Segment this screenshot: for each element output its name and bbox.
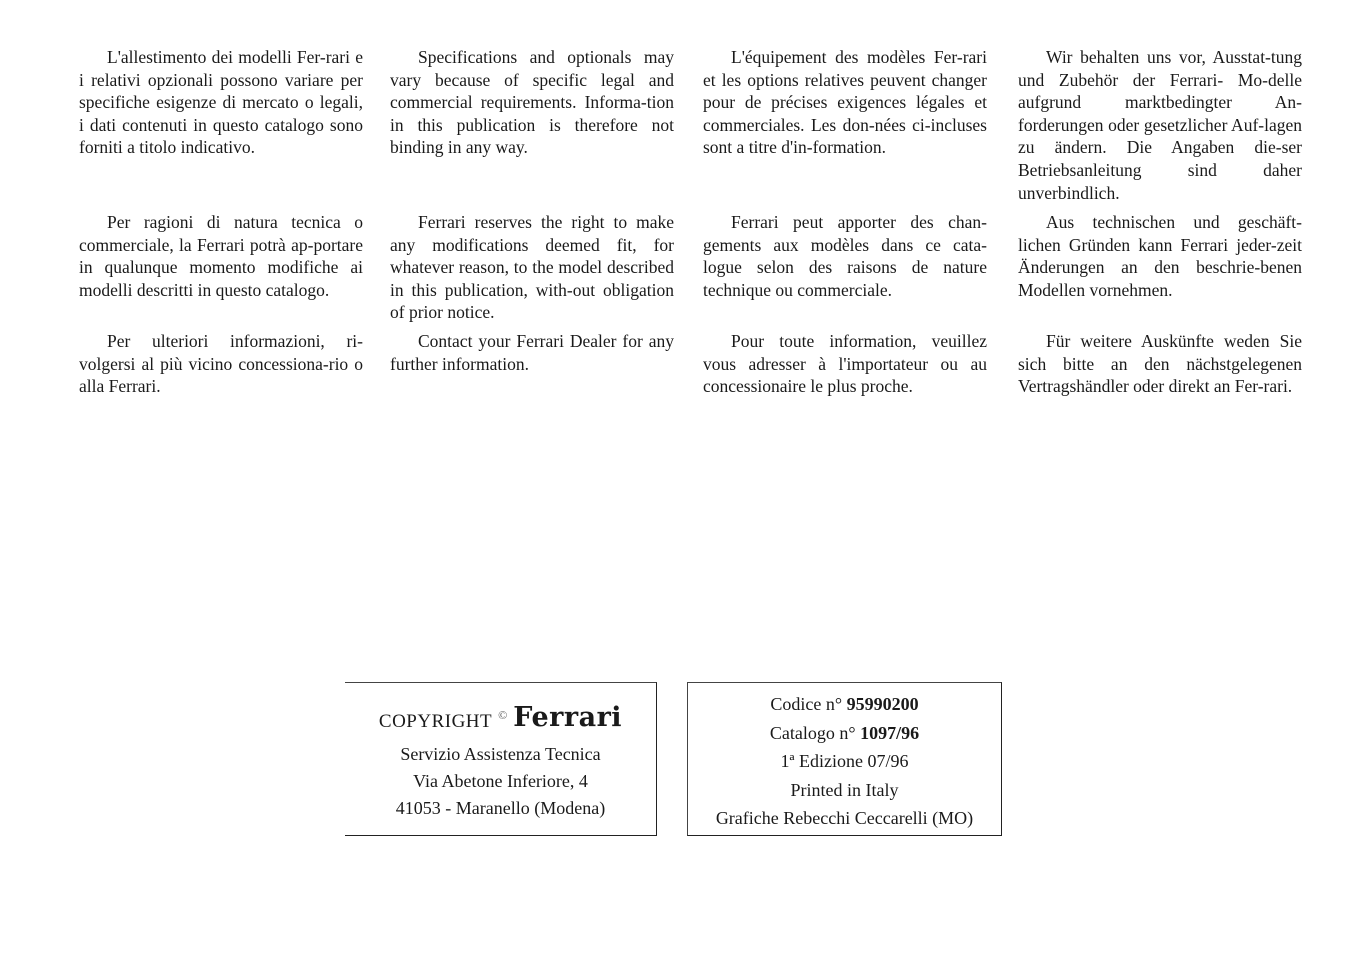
italian-paragraph-modifications: Per ragioni di natura tecnica o commerciale, la Ferrari potrà ap-portare in qualunque momento modifiche ai modelli descritti in questo catalogo.	[79, 212, 363, 300]
german-paragraph-modifications: Aus technischen und geschäft-lichen Gründen kann Ferrari jeder-zeit Änderungen an den beschrie-benen Modellen vornehmen.	[1018, 212, 1302, 300]
catalog-code-label: Codice n°	[770, 694, 843, 714]
french-paragraph-specs: L'équipement des modèles Fer-rari et les options relatives peuvent changer pour de précises exigences légales et commerciales. Les don-nées ci-incluses sont a titre d'in-formation.	[703, 47, 987, 158]
catalog-printer: Grafiche Rebecchi Ceccarelli (MO)	[715, 808, 974, 828]
french-paragraph-contact: Pour toute information, veuillez vous adresser à l'importateur ou au concessionaire le plus proche.	[703, 331, 987, 397]
english-paragraph-contact: Contact your Ferrari Dealer for any further information.	[390, 331, 674, 374]
catalog-code-value: 95990200	[846, 694, 919, 714]
catalog-number-value: 1097/96	[860, 722, 920, 743]
german-paragraph-contact: Für weitere Auskünfte weden Sie sich bitte an den nächstgelegenen Vertragshändler oder direkt an Fer-rari.	[1018, 331, 1302, 397]
catalog-number-line	[688, 719, 1001, 748]
catalog-edition: 1ª Edizione 07/96	[780, 751, 909, 771]
catalog-printed: Printed in Italy	[790, 779, 899, 800]
italian-paragraph-contact: Per ulteriori informazioni, ri-volgersi al più vicino concessiona-rio o alla Ferrari.	[79, 331, 363, 397]
service-street: Via Abetone Inferiore, 4	[413, 771, 588, 791]
ferrari-logo: Ferrari	[513, 702, 623, 733]
german-paragraph-specs: Wir behalten uns vor, Ausstat-tung und Zubehör der Ferrari- Mo-delle aufgrund marktbedingter An-forderungen oder gesetzlicher Auf-lagen zu ändern. Die Angaben die-ser Betriebsanleitung sind daher unverbindlich.	[1018, 47, 1302, 203]
copyright-box	[345, 682, 657, 836]
catalog-number-label: Catalogo n°	[769, 722, 856, 743]
italian-paragraph-specs: L'allestimento dei modelli Fer-rari e i relativi opzionali possono variare per specifiche esigenze di mercato o legali, i dati contenuti in questo catalogo sono forniti a titolo indicativo.	[79, 47, 363, 158]
copyright-label: COPYRIGHT	[378, 711, 493, 732]
catalog-info-box	[687, 682, 1002, 836]
service-name: Servizio Assistenza Tecnica	[400, 744, 601, 764]
english-paragraph-specs: Specifications and optionals may vary because of specific legal and commercial requirements. Informa-tion in this publication is therefore not binding in any way.	[390, 47, 674, 158]
copyright-symbol-icon: ©	[498, 708, 508, 722]
french-paragraph-modifications: Ferrari peut apporter des chan-gements aux modèles dans ce cata-logue selon des raisons de nature technique ou commerciale.	[703, 212, 987, 300]
copyright-line	[345, 697, 656, 733]
service-city: 41053 - Maranello (Modena)	[395, 798, 606, 818]
english-paragraph-modifications: Ferrari reserves the right to make any modifications deemed fit, for whatever reason, to the model described in this publication, with-out obligation of prior notice.	[390, 212, 674, 323]
catalog-code-line	[688, 690, 1001, 719]
